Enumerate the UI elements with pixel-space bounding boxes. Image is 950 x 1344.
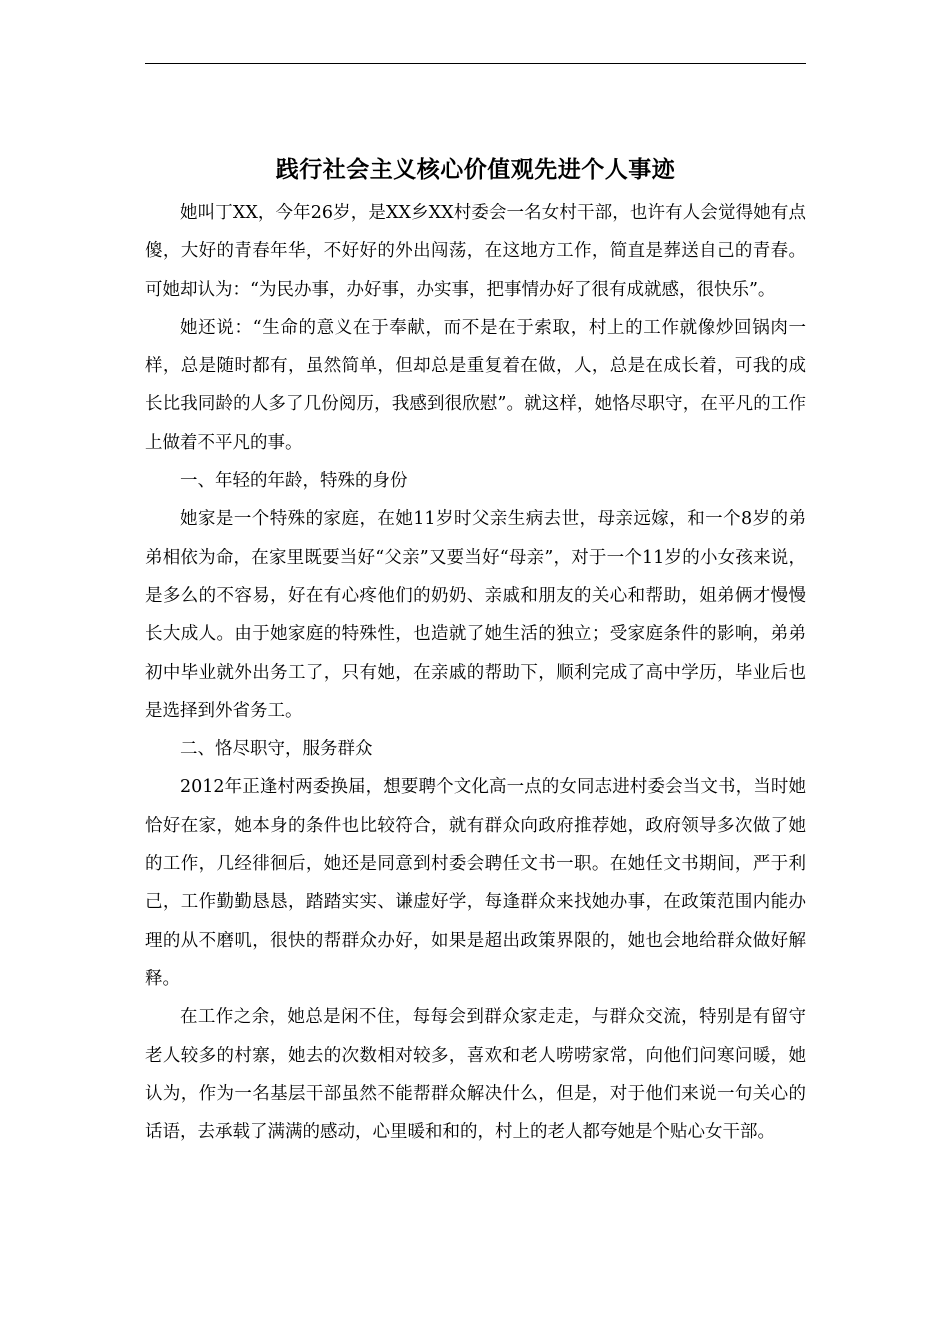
paragraph-quote: 她还说：“生命的意义在于奉献，而不是在于索取，村上的工作就像炒回锅肉一样，总是随时都有，虽然简单，但却总是重复着在做，人，总是在成长着，可我的成长比我同龄的人多了几份阅历，我感到很欣慰”。就这样，她恪尽职守，在平凡的工作上做着不平凡的事。	[145, 317, 806, 453]
paragraph-intro: 她叫丁XX，今年26岁，是XX乡XX村委会一名女村干部，也许有人会觉得她有点傻，大好的青春年华，不好好的外出闯荡，在这地方工作，简直是葬送自己的青春。可她却认为：“为民办事，办好事，办实事，把事情办好了很有成就感，很快乐”。	[145, 203, 806, 300]
paragraph-work: 2012年正逢村两委换届，想要聘个文化高一点的女同志进村委会当文书，当时她恰好在家，她本身的条件也比较符合，就有群众向政府推荐她，政府领导多次做了她的工作，几经徘徊后，她还是同意到村委会聘任文书一职。在她任文书期间，严于利己，工作勤勤恳恳，踏踏实实、谦虚好学，每逢群众来找她办事，在政策范围内能办理的从不磨叽，很快的帮群众办好，如果是超出政策界限的，她也会地给群众做好解释。	[145, 777, 806, 989]
header-rule	[145, 63, 806, 64]
document-body	[145, 150, 806, 1151]
document-title: 践行社会主义核心价值观先进个人事迹	[275, 156, 676, 183]
paragraph-care: 在工作之余，她总是闲不住，每每会到群众家走走，与群众交流，特别是有留守老人较多的村寨，她去的次数相对较多，喜欢和老人唠唠家常，向他们问寒问暖，她认为，作为一名基层干部虽然不能帮群众解决什么，但是，对于他们来说一句关心的话语，去承载了满满的感动，心里暖和和的，村上的老人都夸她是个贴心女干部。	[145, 1007, 806, 1143]
paragraph-family: 她家是一个特殊的家庭，在她11岁时父亲生病去世，母亲远嫁，和一个8岁的弟弟相依为命，在家里既要当好“父亲”又要当好“母亲”，对于一个11岁的小女孩来说，是多么的不容易，好在有心疼他们的奶奶、亲戚和朋友的关心和帮助，姐弟俩才慢慢长大成人。由于她家庭的特殊性，也造就了她生活的独立；受家庭条件的影响，弟弟初中毕业就外出务工了，只有她，在亲戚的帮助下，顺利完成了高中学历，毕业后也是选择到外省务工。	[145, 509, 806, 721]
section-heading-2: 二、恪尽职守，服务群众	[180, 739, 373, 760]
section-heading-1: 一、年轻的年龄，特殊的身份	[180, 471, 408, 492]
